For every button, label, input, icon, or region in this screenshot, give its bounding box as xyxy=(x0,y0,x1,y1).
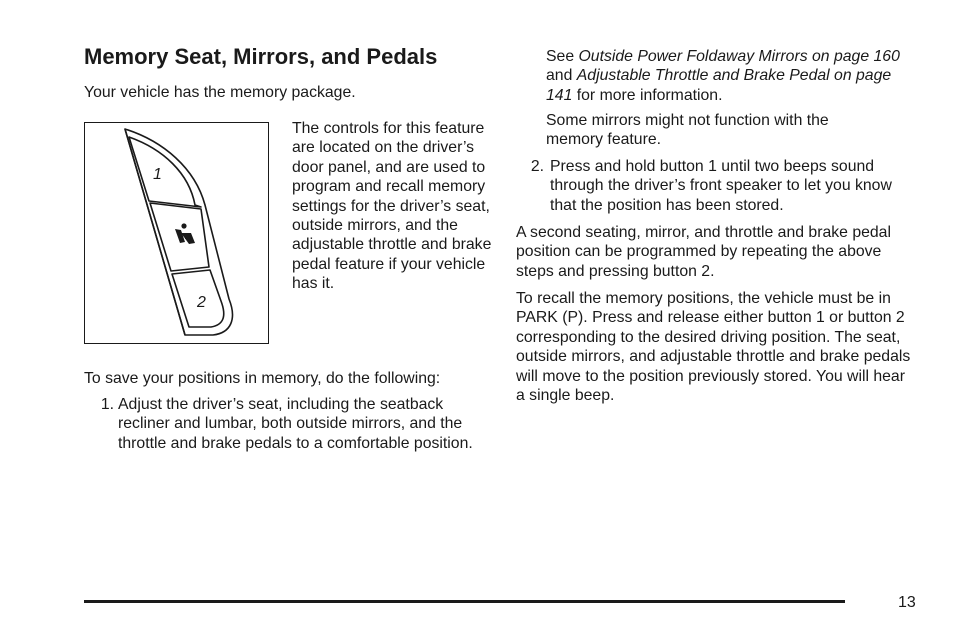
step-1-text: Adjust the driver’s seat, including the seatback recliner and lumbar, both outside mirrors, and the throttle and brake pedals to a comfortable position. xyxy=(118,396,473,452)
step-1-number: 1. xyxy=(100,396,114,413)
intro-text: Your vehicle has the memory package. xyxy=(84,84,356,101)
memory-button-1 xyxy=(129,137,201,207)
mirrors-note: Some mirrors might not function with the memory feature. xyxy=(546,112,829,149)
button-2-label: 2 xyxy=(197,294,206,311)
save-instructions-lead: To save your positions in memory, do the following: xyxy=(84,370,441,387)
footer-rule xyxy=(84,600,845,603)
page-title: Memory Seat, Mirrors, and Pedals xyxy=(84,44,438,69)
page-number: 13 xyxy=(898,594,916,611)
button-1-label: 1 xyxy=(153,166,162,183)
reference-note: See Outside Power Foldaway Mirrors on page 160 and Adjustable Throttle and Brake Pedal on page 141 for more information. xyxy=(546,48,900,104)
recall-paragraph: To recall the memory positions, the vehicle must be in PARK (P). Press and release either button 1 or button 2 corresponding to the desired driving position. The seat, outside mirrors, and adjustable throttle and brake pedals will move to the position previously stored. You will hear a single beep. xyxy=(516,290,911,405)
reference-link-pedals: Adjustable Throttle and Brake Pedal on page 141 xyxy=(546,67,892,104)
memory-buttons-illustration xyxy=(84,122,269,344)
reference-link-mirrors: Outside Power Foldaway Mirrors on page 160 xyxy=(578,48,900,65)
memory-set-icon xyxy=(175,223,195,244)
step-2-number: 2. xyxy=(530,158,544,175)
figure-caption: The controls for this feature are located on the driver’s door panel, and are used to program and recall memory settings for the driver’s seat, outside mirrors, and the adjustable throttle and brake pedal feature if your vehicle has it. xyxy=(292,120,492,293)
step-2-text: Press and hold button 1 until two beeps sound through the driver’s front speaker to let you know that the position has been stored. xyxy=(550,158,892,214)
second-position-paragraph: A second seating, mirror, and throttle and brake pedal position can be programmed by repeating the above steps and pressing button 2. xyxy=(516,224,891,280)
